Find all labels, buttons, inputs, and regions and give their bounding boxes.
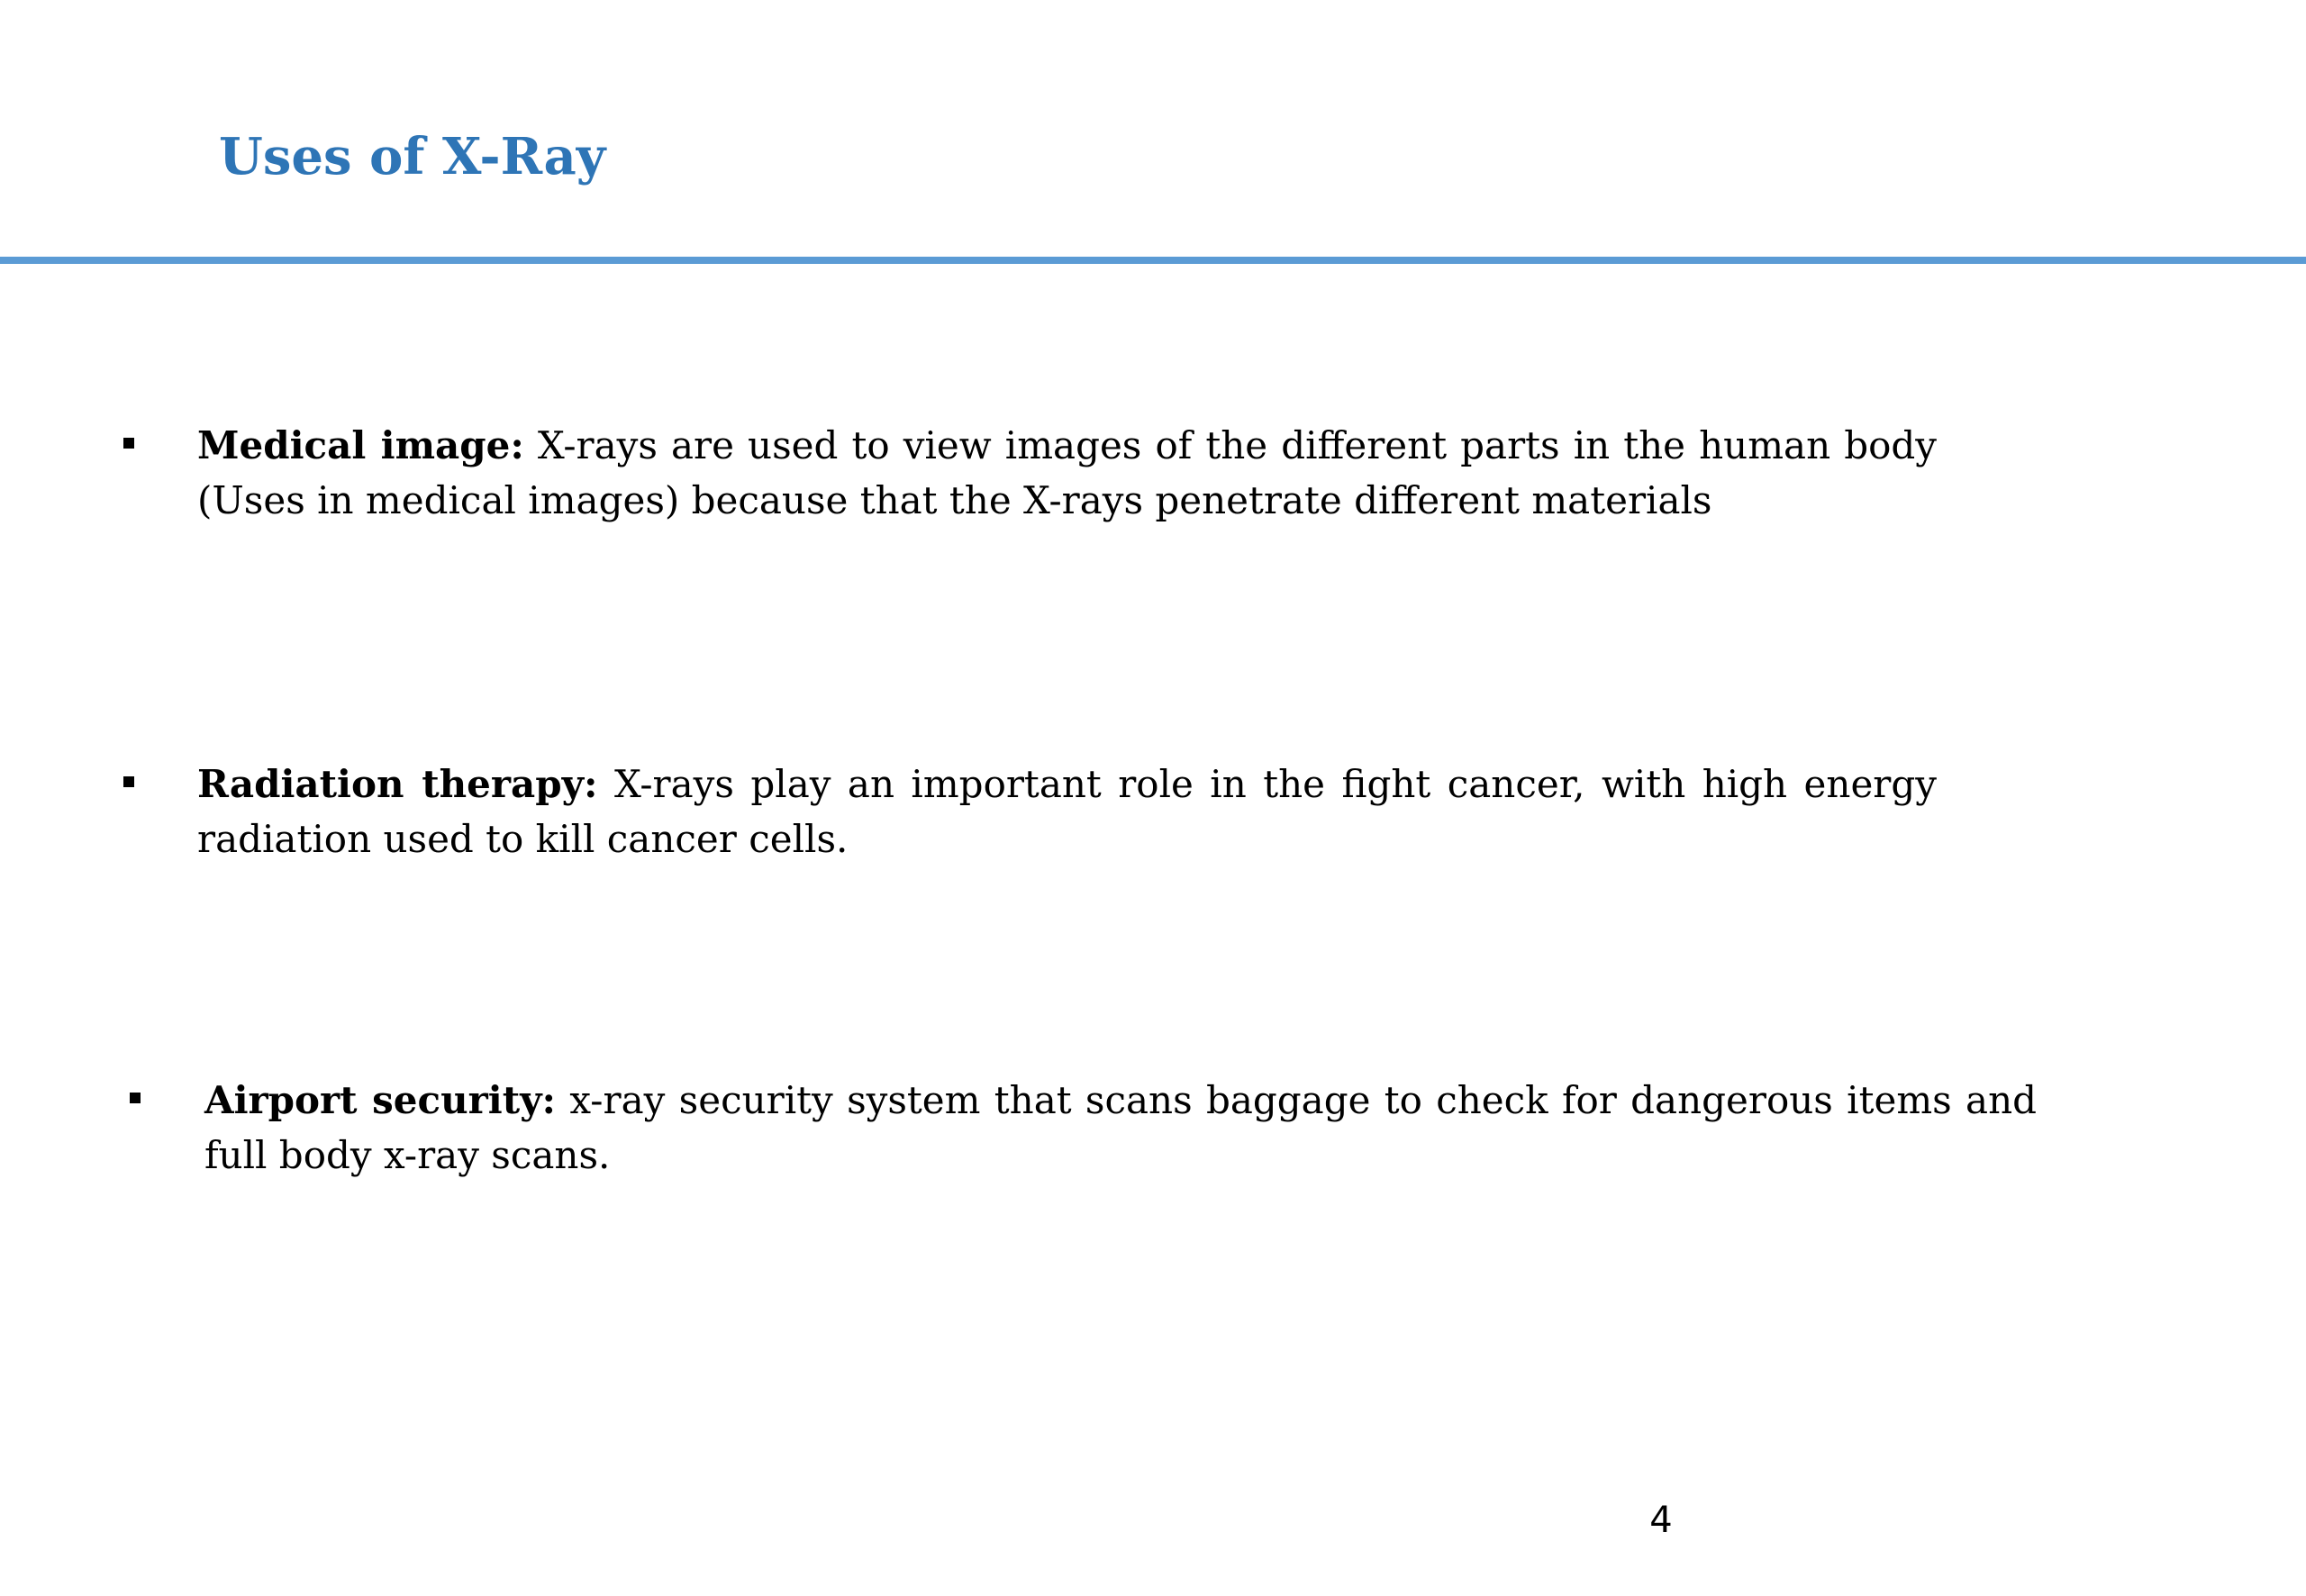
square-bullet-icon [123,438,134,449]
bullet-term: Radiation therapy: [197,762,598,806]
bullet-medical-image [197,418,1937,528]
bullet-term: Medical image: [197,423,524,467]
bullet-description: X-rays are used to view images of the different parts in the human body (Uses in medical images) because that the X-rays penetrate different materials [197,423,1937,522]
square-bullet-icon [130,1093,141,1103]
square-bullet-icon [123,776,134,787]
bullet-airport-security [204,1073,2037,1183]
title-divider [0,257,2306,264]
page-number: 4 [1649,1500,1673,1541]
bullet-description: X-rays play an important role in the fight cancer, with high energy radiation used to kill cancer cells. [197,762,1937,861]
bullet-term: Airport security: [204,1078,557,1122]
bullet-radiation-therapy [197,757,1937,866]
bullet-description: x-ray security system that scans baggage to check for dangerous items and full body x-ray scans. [204,1078,2038,1177]
slide-title: Uses of X-Ray [219,127,606,186]
